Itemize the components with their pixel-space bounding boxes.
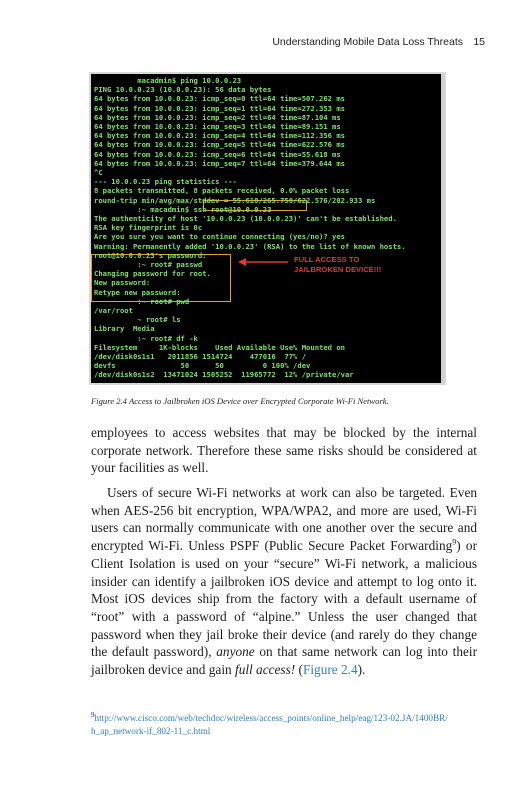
- terminal-line: 8 packets transmitted, 8 packets received, 0.0% packet loss: [94, 186, 350, 196]
- terminal-line: /dev/disk0s1s1 2011856 1514724 477016 77% /: [94, 352, 307, 361]
- terminal-screenshot: [91, 74, 444, 383]
- terminal-line: 64 bytes from 10.0.0.23: icmp_seq=0 ttl=64 time=507.262 ms: [94, 94, 345, 104]
- footnote-url-line-1[interactable]: http://www.cisco.com/web/techdoc/wireless/access_points/online_help/eag/123-02.JA/1400BR/: [94, 713, 448, 723]
- running-header-title: Understanding Mobile Data Loss Threats: [272, 36, 463, 48]
- terminal-line: :~ root# passwd: [94, 260, 203, 269]
- footnote: [91, 712, 491, 738]
- emphasis-full-access: full access!: [235, 662, 296, 678]
- annotation-line-2: JAILBROKEN DEVICE!!!: [294, 264, 382, 274]
- terminal-line: :~ root# df -k: [94, 333, 198, 343]
- annotation-line-1: FULL ACCESS TO: [294, 255, 360, 264]
- terminal-line: Filesystem 1K-blocks Used Available Use% Mounted on: [94, 342, 345, 352]
- paragraph-2-text-c: on that same network can log into their jailbroken device and gain: [91, 644, 477, 678]
- page-header: [0, 36, 531, 52]
- footnote-url-line-2[interactable]: h_ap_network-if_802-11_c.html: [91, 726, 211, 736]
- footnote-ref[interactable]: 9: [452, 537, 457, 547]
- figure-reference-link[interactable]: Figure 2.4: [302, 662, 358, 678]
- paragraph-2-text-b: ) or Client Isolation is used on your “secure” Wi-Fi network, a malicious insider can identify a jailbroken iOS device and attempt to log onto it. Most iOS devices ship from the factory with a default username of “root” with a password of “alpine.” Unless the user changed that password when they jail broke their device (and rarely do they change the default password),: [91, 538, 477, 660]
- page-number: 15: [473, 36, 485, 48]
- terminal-line: :~ root# pwd: [94, 296, 190, 306]
- terminal-line: RSA key fingerprint is 0c: [94, 223, 203, 233]
- terminal-line: PING 10.0.0.23 (10.0.0.23): 56 data bytes: [94, 85, 272, 95]
- terminal-line: /dev/disk0s1s2 13471024 1505252 11965772 12% /private/var: [94, 370, 354, 380]
- terminal-line: 64 bytes from 10.0.0.23: icmp_seq=3 ttl=64 time=89.151 ms: [94, 122, 341, 131]
- terminal-line: round-trip min/avg/max/stddev = 55.618/265.758/622.576/202.933 ms: [94, 195, 376, 205]
- terminal-line: Retype new password:: [94, 287, 181, 297]
- terminal-line: --- 10.0.0.23 ping statistics ---: [94, 177, 237, 187]
- emphasis-anyone: anyone: [216, 644, 255, 660]
- terminal-line: 64 bytes from 10.0.0.23: icmp_seq=7 ttl=64 time=379.644 ms: [94, 158, 345, 168]
- terminal-line: macadmin$ ping 10.0.0.23: [94, 76, 242, 85]
- terminal-line: /var/root: [94, 306, 133, 315]
- footnote-number: 9: [91, 710, 95, 719]
- figure-caption: Figure 2.4 Access to Jailbroken iOS Device over Encrypted Corporate Wi-Fi Network.: [91, 396, 389, 406]
- terminal-line: The authenticity of host '10.0.0.23 (10.0.0.23)' can't be established.: [94, 214, 397, 223]
- terminal-line: Changing password for root.: [94, 269, 211, 279]
- paragraph-2-text-e: ).: [357, 662, 366, 678]
- terminal-line: 64 bytes from 10.0.0.23: icmp_seq=6 ttl=64 time=55.618 ms: [94, 149, 341, 159]
- terminal-line: 64 bytes from 10.0.0.23: icmp_seq=2 ttl=64 time=87.104 ms: [94, 112, 341, 122]
- terminal-line: 64 bytes from 10.0.0.23: icmp_seq=4 ttl=64 time=112.356 ms: [94, 131, 345, 141]
- terminal-scrollbar-edge: [441, 74, 444, 383]
- terminal-line: Warning: Permanently added '10.0.0.23' (RSA) to the list of known hosts.: [94, 241, 406, 251]
- terminal-line: 64 bytes from 10.0.0.23: icmp_seq=1 ttl=64 time=272.353 ms: [94, 103, 345, 113]
- terminal-line: New password:: [94, 278, 151, 288]
- terminal-line: root@10.0.0.23's password:: [94, 250, 207, 260]
- body-paragraph-1: employees to access websites that may be blocked by the internal corporate network. Therefore these same risks should be considered at your facilities as well.: [91, 425, 477, 476]
- terminal-line: ~ root# ls: [94, 315, 181, 325]
- terminal-line: Are you sure you want to continue connecting (yes/no)? yes: [94, 232, 345, 242]
- terminal-line: devfs 50 50 0 100% /dev: [94, 361, 311, 371]
- annotation-arrow: [237, 257, 289, 267]
- terminal-line: ^C: [94, 168, 103, 177]
- paragraph-2-text-a: Users of secure Wi-Fi networks at work can also be targeted. Even when AES-256 bit encryption, WPA/WPA2, and more are used, Wi-Fi users can normally communicate with one another over the secure and encrypted Wi-Fi. Unless PSPF (Public Secure Packet Forwarding: [91, 485, 477, 554]
- annotation-label: [294, 255, 381, 274]
- paragraph-2-text-d: (: [295, 662, 303, 678]
- terminal-line: :~ macadmin$ ssh root@10.0.0.23: [94, 204, 272, 214]
- terminal-line: Library Media: [94, 324, 155, 334]
- body-paragraph-2: [91, 484, 477, 679]
- terminal-line: 64 bytes from 10.0.0.23: icmp_seq=5 ttl=64 time=622.576 ms: [94, 140, 345, 150]
